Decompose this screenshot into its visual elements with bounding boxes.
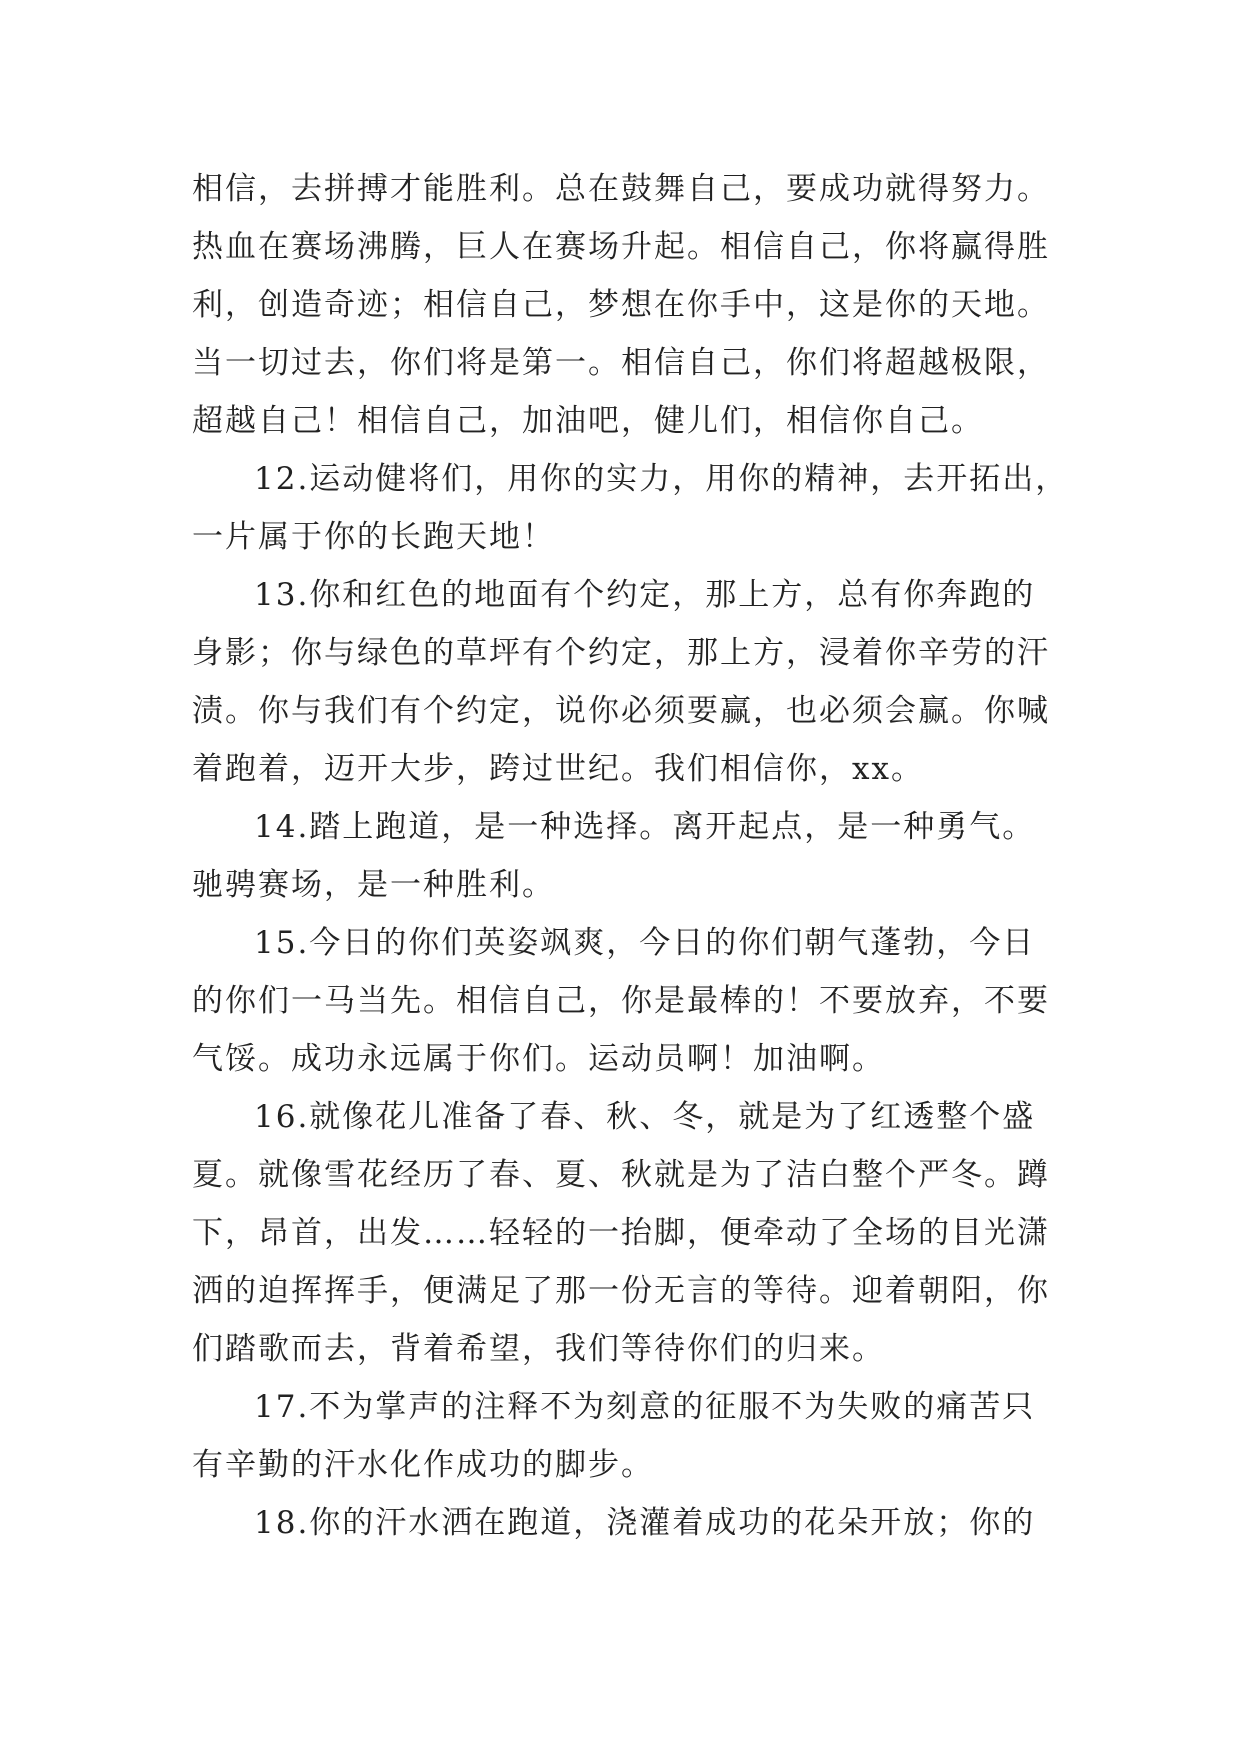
document-body bbox=[192, 160, 1072, 1552]
paragraph-17-start: 17.不为掌声的注释不为刻意的征服不为失败的痛苦只 bbox=[254, 1389, 1036, 1425]
paragraph-13-start: 13.你和红色的地面有个约定，那上方，总有你奔跑的 bbox=[254, 577, 1036, 613]
text-line: 渍。你与我们有个约定，说你必须要赢，也必须会赢。你喊 bbox=[192, 693, 1050, 729]
text-line: 的你们一马当先。相信自己，你是最棒的！不要放弃，不要 bbox=[192, 983, 1050, 1019]
paragraph-12-start: 12.运动健将们，用你的实力，用你的精神，去开拓出， bbox=[254, 461, 1069, 497]
text-line: 驰骋赛场，是一种胜利。 bbox=[192, 867, 555, 903]
text-line: 们踏歌而去，背着希望，我们等待你们的归来。 bbox=[192, 1331, 885, 1367]
paragraph-16-start: 16.就像花儿准备了春、秋、冬，就是为了红透整个盛 bbox=[254, 1099, 1036, 1135]
paragraph-15-start: 15.今日的你们英姿飒爽，今日的你们朝气蓬勃，今日 bbox=[254, 925, 1036, 961]
text-line: 利，创造奇迹；相信自己，梦想在你手中，这是你的天地。 bbox=[192, 287, 1050, 323]
text-line: 身影；你与绿色的草坪有个约定，那上方，浸着你辛劳的汗 bbox=[192, 635, 1050, 671]
paragraph-18-start: 18.你的汗水洒在跑道，浇灌着成功的花朵开放；你的 bbox=[254, 1505, 1036, 1541]
text-line: 一片属于你的长跑天地！ bbox=[192, 519, 555, 555]
text-line: 气馁。成功永远属于你们。运动员啊！加油啊。 bbox=[192, 1041, 885, 1077]
text-line: 有辛勤的汗水化作成功的脚步。 bbox=[192, 1447, 654, 1483]
paragraph-14-start: 14.踏上跑道，是一种选择。离开起点，是一种勇气。 bbox=[254, 809, 1036, 845]
text-line: 着跑着，迈开大步，跨过世纪。我们相信你，xx。 bbox=[192, 751, 924, 787]
text-line: 热血在赛场沸腾，巨人在赛场升起。相信自己，你将赢得胜 bbox=[192, 229, 1050, 265]
text-line: 超越自己！相信自己，加油吧，健儿们，相信你自己。 bbox=[192, 403, 984, 439]
text-line: 夏。就像雪花经历了春、夏、秋就是为了洁白整个严冬。蹲 bbox=[192, 1157, 1050, 1193]
text-line: 当一切过去，你们将是第一。相信自己，你们将超越极限， bbox=[192, 345, 1050, 381]
text-line: 洒的迫挥挥手，便满足了那一份无言的等待。迎着朝阳，你 bbox=[192, 1273, 1050, 1309]
text-line: 下，昂首，出发……轻轻的一抬脚，便牵动了全场的目光潇 bbox=[192, 1215, 1050, 1251]
text-line: 相信，去拼搏才能胜利。总在鼓舞自己，要成功就得努力。 bbox=[192, 171, 1050, 207]
